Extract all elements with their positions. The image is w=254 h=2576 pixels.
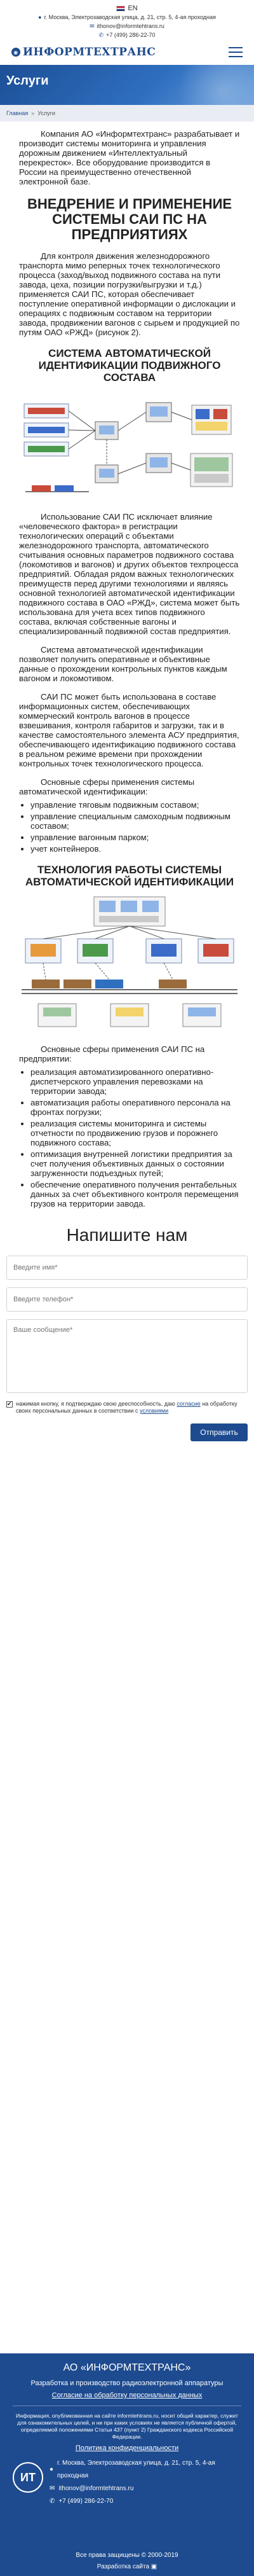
technology-heading: ТЕХНОЛОГИЯ РАБОТЫ СИСТЕМЫ АВТОМАТИЧЕСКОЙ ИДЕНТИФИКАЦИИ: [25, 864, 234, 888]
main-content: [0, 129, 254, 1208]
site-footer: [0, 2353, 254, 2576]
phone-icon: ✆: [50, 2498, 55, 2505]
spheres-paragraph: Основные сферы применения системы автоматической идентификации:: [19, 777, 195, 796]
list-item: • учет контейнеров.: [30, 844, 240, 854]
language-switch[interactable]: [6, 4, 248, 13]
technology-diagram: [19, 894, 240, 1035]
consent-block: [6, 1401, 248, 1415]
identification-system-diagram: [19, 390, 240, 503]
breadcrumb-separator: »: [31, 110, 35, 116]
location-pin-icon: ●: [38, 14, 42, 20]
header-email[interactable]: [6, 22, 248, 31]
footer-contacts: [0, 2452, 254, 2508]
message-textarea[interactable]: [6, 1319, 248, 1393]
breadcrumb-current: Услуги: [37, 110, 55, 116]
header-email-text[interactable]: ithonov@informtehtrans.ru: [97, 23, 164, 29]
use-paragraph: Использование САИ ПС исключает влияние «человеческого фактора» в регистрации технологических операций с объектами железнодорожного транспорта, автоматического считывания основных параметров подвижного состава (локомотивов и вагонов) и других объектов техпроцесса предприятий. Обладая рядом важных технологических преимуществ перед другими технологиями и являясь основной технологией автоматической идентификации подвижного состава в ОАО «РЖД», система может быть использована для учета всех типов подвижного состава, включая собственные вагоны и специализированный подвижной состав предприятия.: [19, 512, 240, 636]
footer-tagline: Разработка и производство радиоэлектронной аппаратуры: [30, 2379, 224, 2387]
list-item: • обеспечение оперативного получения рентабельных данных за счет объективного контроля перемещения грузов на территории завода.: [30, 1180, 240, 1208]
send-row: [6, 1423, 248, 1441]
header-phone-text[interactable]: +7 (499) 286-22-70: [106, 32, 156, 38]
send-button[interactable]: Отправить: [190, 1423, 248, 1441]
consent-checkbox[interactable]: [6, 1401, 13, 1408]
footer-developer[interactable]: [0, 2563, 254, 2570]
list-item: • реализация системы мониторинга и системы отчетности по продвижению грузов и порожнего подвижного состава;: [30, 1119, 240, 1147]
breadcrumb: [0, 105, 254, 121]
consent-link[interactable]: согласие: [177, 1401, 201, 1407]
footer-copyright: Все права защищены © 2000-2019: [76, 2552, 178, 2559]
logo-row: [6, 39, 248, 65]
breadcrumb-home[interactable]: Главная: [6, 110, 29, 116]
footer-notice: Информация, опубликованная на сайте informtehtrans.ru, носит общий характер, служит для ознакомительных целей, и ни при каких условиях не является публичной офертой, определяемой положениями Статьи 437 (пункт 2) Гражданского кодекса Российской Федерации.: [16, 2413, 238, 2440]
footer-consent-link[interactable]: Согласие на обработку персональных данных: [51, 2392, 203, 2399]
logo-text: ИНФОРМТЕХТРАНС: [23, 46, 156, 59]
logo-mark-icon: ◉: [11, 48, 20, 57]
page-title: Услуги: [6, 74, 49, 88]
footer-email[interactable]: [50, 2483, 241, 2495]
system-heading: СИСТЕМА АВТОМАТИЧЕСКОЙ ИДЕНТИФИКАЦИИ ПОДВИЖНОГО СОСТАВА: [38, 347, 221, 384]
footer-phone-text[interactable]: +7 (499) 286-22-70: [58, 2498, 114, 2505]
phone-input[interactable]: [6, 1287, 248, 1312]
header-phone[interactable]: [6, 31, 248, 39]
footer-email-text[interactable]: ithonov@informtehtrans.ru: [58, 2485, 134, 2492]
menu-burger-icon[interactable]: [229, 47, 243, 57]
location-pin-icon: ●: [50, 2466, 54, 2473]
top-bar: [0, 0, 254, 65]
developer-logo-icon: ▣: [150, 2563, 157, 2570]
footer-address-text: г. Москва, Электрозаводская улица, д. 21, стр. 5, 4-ая проходная: [57, 2460, 215, 2479]
language-label[interactable]: EN: [128, 4, 138, 12]
page-banner: [0, 65, 254, 105]
footer-phone[interactable]: [50, 2495, 241, 2508]
name-input[interactable]: [6, 1256, 248, 1280]
email-icon: ✉: [50, 2485, 55, 2492]
footer-contact-list: [50, 2457, 241, 2508]
consent-text: [16, 1401, 248, 1415]
consent-text-part1: нажимая кнопку, я подтверждаю свою дееспособность, даю: [16, 1401, 175, 1407]
footer-address: [50, 2457, 241, 2483]
header-address-text: г. Москва, Электрозаводская улица, д. 21, стр. 5, 4-ая проходная: [44, 14, 216, 20]
consent-text-part2: на обработку своих персональных данных в соответствии с: [16, 1401, 237, 1414]
footer-developer-text[interactable]: Разработка сайта: [97, 2563, 150, 2570]
list-item: • оптимизация внутренней логистики предприятия за счет получения объективных данных о состоянии загруженности подъездных путей;: [30, 1149, 240, 1178]
form-title: Напишите нам: [66, 1225, 188, 1245]
list-item: • автоматизация работы оперативного персонала на фронтах погрузки;: [30, 1098, 240, 1117]
email-icon: ✉: [90, 22, 95, 29]
list-item: • управление тяговым подвижным составом;: [30, 800, 240, 810]
footer-logo: ИТ: [13, 2462, 43, 2493]
footer-privacy-link[interactable]: Политика конфиденциальности: [75, 2444, 179, 2452]
site-logo[interactable]: [11, 46, 156, 59]
list-item: • управление вагонным парком;: [30, 833, 240, 842]
list-item: • управление специальным самоходным подвижным составом;: [30, 812, 240, 831]
list-item: • реализация автоматизированного оперативно-диспетчерского управления перевозками на территории завода;: [30, 1067, 240, 1096]
intro-paragraph: Компания АО «Информтехтранс» разрабатывает и производит системы мониторинга и управления дорожным движением «Интеллектуальный перекресток». Все оборудование производится в России на преимущественно отечественной электронной базе.: [19, 129, 240, 186]
footer-company: АО «ИНФОРМТЕХТРАНС»: [63, 2362, 191, 2373]
phone-icon: ✆: [98, 31, 104, 38]
header-address: [6, 13, 248, 22]
enterprise-spheres-list: [19, 1067, 240, 1208]
terms-link[interactable]: условиями: [139, 1408, 169, 1414]
spheres-list: [19, 800, 240, 854]
implementation-heading: ВНЕДРЕНИЕ И ПРИМЕНЕНИЕ СИСТЕМЫ САИ ПС НА ПРЕДПРИЯТИЯХ: [27, 196, 232, 242]
contact-form: [0, 1225, 254, 1441]
control-paragraph: Для контроля движения железнодорожного транспорта мимо реперных точек технологического процесса (заход/выход подвижного состава на пути завода, цеха, позиции погрузки/выгрузки и т.д.) применяется САИ ПС, которая обеспечивает поступление оперативной информации о дислокации и операциях с подвижным составом на территории завода, продвижении вагонов с сырьем и продукцией по путям ОАО «РЖД» (рисунок 2).: [19, 251, 240, 337]
spheres-enterprise-paragraph: Основные сферы применения САИ ПС на предприятии:: [19, 1044, 205, 1063]
uk-flag-icon: [116, 6, 125, 11]
sai-paragraph: САИ ПС может быть использована в составе информационных систем, обеспечивающих коммерческий контроль вагонов в процессе взвешивания, контроля габаритов и загрузки, так и в качестве самостоятельного элемента АСУ предприятия, обеспечивающего идентификацию подвижного состава в реальном режиме времени при прохождении контрольных точек технологического процесса.: [19, 692, 239, 768]
system-paragraph: Система автоматической идентификации позволяет получить оперативные и объективные данные о прохождении контрольных пунктов каждым вагоном и локомотивом.: [19, 645, 227, 683]
